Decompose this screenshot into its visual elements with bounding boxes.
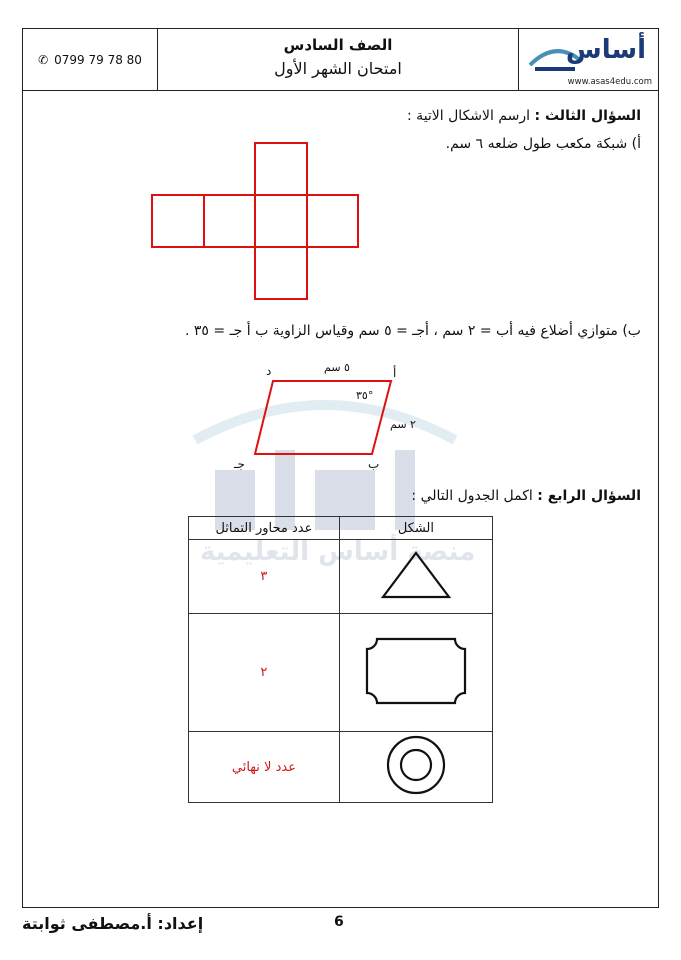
angle-label: °٣٥ [356, 389, 374, 402]
table-row [189, 732, 493, 803]
shape-cell [339, 614, 492, 732]
q3-title-bold: السؤال الثالث : [534, 108, 641, 124]
concentric-circles-icon [381, 732, 451, 798]
footer-author: إعداد: أ.مصطفى ثوابتة [22, 914, 204, 933]
table-header-row [189, 517, 493, 540]
top-side-label: ٥ سم [324, 361, 350, 374]
vertex-c-label: جـ [234, 457, 245, 471]
triangle-icon [376, 545, 456, 605]
notched-rectangle-icon [361, 631, 471, 711]
logo-url: www.asas4edu.com [567, 77, 652, 87]
col-header-shape: الشكل [339, 517, 492, 540]
axes-cell: ٢ [189, 614, 340, 732]
table-row [189, 540, 493, 614]
shape-cell [339, 540, 492, 614]
exam-title: امتحان الشهر الأول [274, 59, 402, 78]
grade-title: الصف السادس [283, 36, 393, 54]
q4-title [411, 488, 641, 504]
shape-cell [339, 732, 492, 803]
page-number: 6 [334, 914, 344, 930]
right-side-label: ٢ سم [390, 418, 416, 431]
q4-title-rest: اكمل الجدول التالي : [411, 488, 538, 504]
vertex-a-label: أ [393, 366, 397, 380]
symmetry-table [188, 516, 493, 803]
axes-cell: عدد لا نهائي [189, 732, 340, 803]
table-row [189, 614, 493, 732]
logo-wordmark: أساس [565, 35, 646, 65]
q4-title-bold: السؤال الرابع : [537, 488, 641, 504]
watermark-text: منصة أساس التعليمية [200, 537, 476, 567]
q3-part-b: ب) متوازي أضلاع فيه أب = ٢ سم ، أجـ = ٥ سم وقياس الزاوية ب أ جـ = ٣٥ . [184, 323, 641, 339]
axes-cell: ٣ [189, 540, 340, 614]
q3-part-a: أ) شبكة مكعب طول ضلعه ٦ سم. [445, 136, 641, 152]
phone-number: 0799 79 78 80 [54, 52, 142, 67]
vertex-d-label: د [266, 364, 272, 378]
phone-icon: ✆ [38, 52, 49, 67]
vertex-b-label: ب [368, 457, 380, 471]
q3-title-rest: ارسم الاشكال الاتية : [407, 108, 535, 124]
col-header-axes: عدد محاور التماثل [189, 517, 340, 540]
